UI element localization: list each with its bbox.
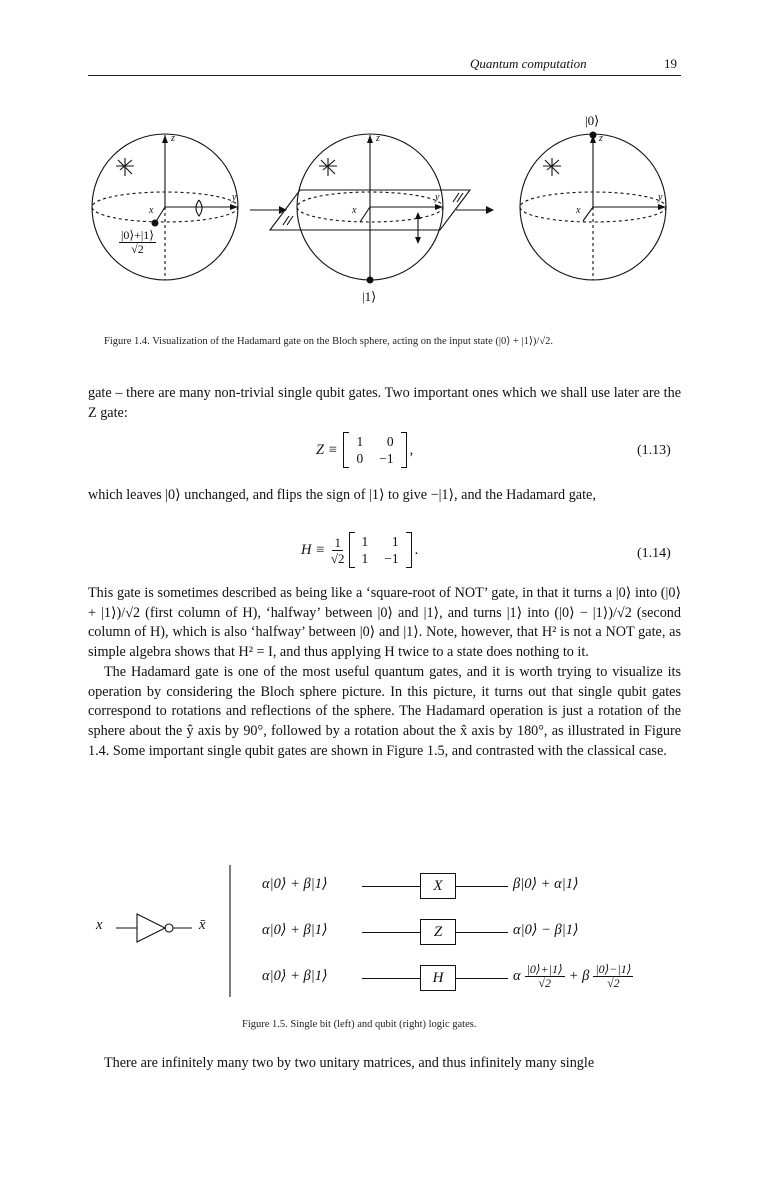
bloch-sphere-figure (0, 0, 771, 330)
mid-paragraph: which leaves |0⟩ unchanged, and flips the sign of |1⟩ to give −|1⟩, and the Hadamard gate, (88, 487, 596, 503)
body-paragraphs (88, 584, 681, 761)
h-gate-wire-in (362, 978, 420, 979)
state-point-2 (367, 277, 374, 284)
y-label-1: y (232, 192, 237, 203)
equation-1-14: H ≡ $\frac{1}{√2}$ 1 1 1 −1 . (301, 534, 419, 566)
x-gate: X (420, 873, 456, 899)
page-number: 19 (664, 56, 677, 71)
z-gate-input: α|0⟩ + β|1⟩ (262, 922, 328, 938)
h-matrix: 1 1 1 −1 (349, 532, 412, 568)
classical-output-label: x̄ (199, 917, 206, 933)
x-gate-wire-out (456, 886, 508, 887)
h-gate: H (420, 965, 456, 991)
x-axis-3 (583, 207, 593, 221)
z-gate-wire-out (456, 932, 508, 933)
classical-input-label: x (96, 917, 103, 933)
z-label-1: z (171, 133, 175, 144)
x-axis-2 (360, 207, 370, 222)
figure-1-4-caption: Figure 1.4. Visualization of the Hadamard gate on the Bloch sphere, acting on the input state (|0⟩ + |1⟩)/√2. (104, 336, 553, 347)
paragraph-sqrt-not: This gate is sometimes described as being like a ‘square-root of NOT’ gate, in that it turns a |0⟩ into (|0⟩ + |1⟩)/√2 (first column of H), ‘halfway’ between |0⟩ and |1⟩, and turns |1⟩ into (|0⟩ − |1⟩)/√2 (second column of H), which is also ‘halfway’ between |0⟩ and |1⟩. Note, however, that H² is not a NOT gate, as simple algebra shows that H² = I, and thus applying H twice to a state does nothing to it. (88, 585, 681, 661)
x-label-3: x (576, 205, 581, 216)
y-label-2: y (435, 192, 440, 203)
z-gate: Z (420, 919, 456, 945)
x-label-1: x (149, 205, 154, 216)
h-gate-input: α|0⟩ + β|1⟩ (262, 968, 328, 984)
state-one-label: |1⟩ (362, 289, 377, 304)
x-gate-input: α|0⟩ + β|1⟩ (262, 876, 328, 892)
figure-1-5-caption: Figure 1.5. Single bit (left) and qubit (right) logic gates. (242, 1019, 477, 1030)
x-label-2: x (352, 205, 357, 216)
z-label-2: z (376, 133, 380, 144)
input-state-label: $\frac{|0⟩+|1⟩}{√2}$ (121, 228, 154, 256)
running-title: Quantum computation (470, 56, 587, 71)
paragraph-hadamard-bloch: The Hadamard gate is one of the most useful quantum gates, and it is worth trying to visualize its operation by considering the Bloch sphere picture. In this picture, it turns out that single qubit gates correspond to rotations and reflections of the sphere. The Hadamard operation is just a rotation of the sphere about the ŷ axis by 90°, followed by a rotation about the x̂ axis by 180°, as illustrated in Figure 1.4. Some important single qubit gates are shown in Figure 1.5, and contrasted with the classical case. (88, 663, 681, 759)
h-gate-wire-out (456, 978, 508, 979)
z-gate-output: α|0⟩ − β|1⟩ (513, 922, 579, 938)
x-gate-wire-in (362, 886, 420, 887)
z-matrix: 1 0 0 −1 (343, 432, 406, 468)
state-point-3 (590, 132, 597, 139)
intro-paragraph: gate – there are many non-trivial single qubit gates. Two important ones which we shall use later are the Z gate: (88, 385, 681, 421)
state-point-1 (152, 220, 159, 227)
closing-paragraph: There are infinitely many two by two unitary matrices, and thus infinitely many single (104, 1055, 595, 1071)
state-zero-label: |0⟩ (585, 113, 600, 128)
z-gate-wire-in (362, 932, 420, 933)
equation-1-13: Z ≡ 1 0 0 −1 , (316, 434, 414, 466)
not-gate-triangle (137, 914, 165, 942)
x-gate-output: β|0⟩ + α|1⟩ (513, 876, 579, 892)
z-label-3: z (599, 133, 603, 144)
logic-gates-figure (0, 860, 771, 1000)
h-gate-output: α $\frac{|0⟩+|1⟩}{√2}$ + β $\frac{|0⟩-|1⟩}{√2}$ (513, 962, 632, 990)
equation-number-1-13: (1.13) (637, 443, 671, 458)
rotation-arrow-1 (196, 200, 202, 216)
y-label-3: y (658, 192, 663, 203)
equation-number-1-14: (1.14) (637, 546, 671, 561)
